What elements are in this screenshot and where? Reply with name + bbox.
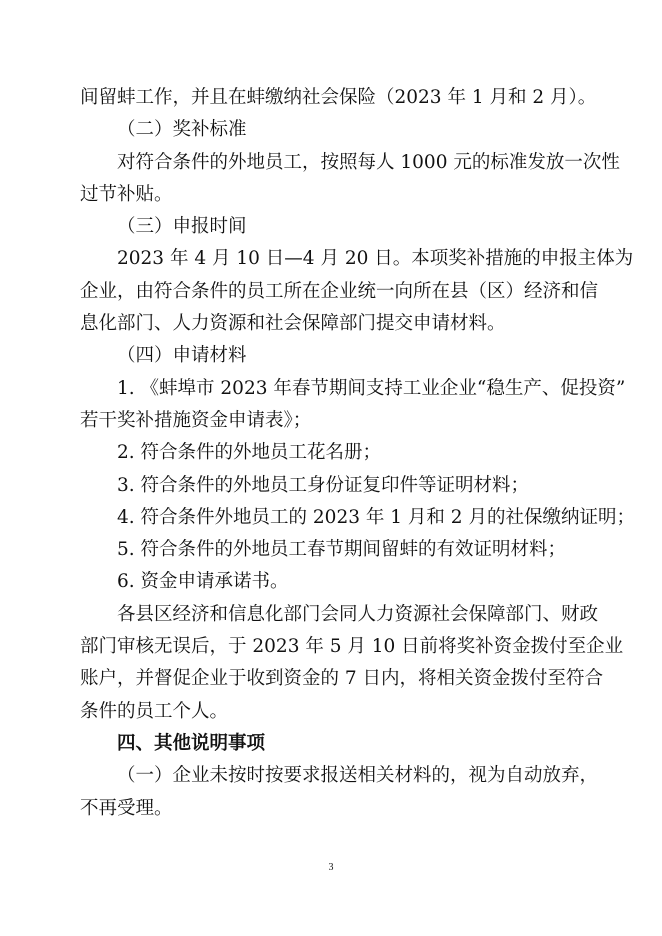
body-line: 息化部门、人力资源和社会保障部门提交申请材料。 (80, 313, 506, 335)
list-item-1-cont: 若干奖补措施资金申请表》； (80, 409, 312, 431)
body-line: 各县区经济和信息化部门会同人力资源社会保障部门、财政 (117, 603, 599, 625)
subheading-reward-standard: （二）奖补标准 (117, 119, 247, 141)
body-line: 2023 年 4 月 10 日—4 月 20 日。本项奖补措施的申报主体为 (117, 248, 634, 270)
body-line: （一）企业未按时按要求报送相关材料的，视为自动放弃， (117, 765, 599, 787)
section-heading-other-notes: 四、其他说明事项 (117, 732, 266, 754)
body-line: 企业，由符合条件的员工所在企业统一向所在县（区）经济和信 (80, 280, 599, 302)
body-line: 过节补贴。 (80, 183, 173, 205)
list-item-2: 2. 符合条件的外地员工花名册； (117, 442, 382, 464)
subheading-application-materials: （四）申请材料 (117, 345, 247, 367)
body-line: 账户，并督促企业于收到资金的 7 日内，将相关资金拨付至符合 (80, 668, 604, 690)
body-line-continuation: 间留蚌工作，并且在蚌缴纳社会保险（2023 年 1 月和 2 月）。 (80, 87, 597, 108)
body-line: 条件的员工个人。 (80, 700, 229, 722)
subheading-application-time: （三）申报时间 (117, 216, 247, 238)
page-number: 3 (328, 862, 334, 873)
body-line: 部门审核无误后，于 2023 年 5 月 10 日前将奖补资金拨付至企业 (80, 636, 624, 658)
list-item-1: 1. 《蚌埠市 2023 年春节期间支持工业企业“稳生产、促投资” (117, 377, 626, 399)
list-item-6: 6. 资金申请承诺书。 (117, 571, 289, 593)
list-item-3: 3. 符合条件的外地员工身份证复印件等证明材料； (117, 474, 530, 496)
body-line: 对符合条件的外地员工，按照每人 1000 元的标准发放一次性 (117, 151, 620, 173)
body-line: 不再受理。 (80, 797, 173, 819)
list-item-5: 5. 符合条件的外地员工春节期间留蚌的有效证明材料； (117, 539, 567, 561)
document-page (80, 82, 635, 825)
list-item-4: 4. 符合条件外地员工的 2023 年 1 月和 2 月的社保缴纳证明； (117, 506, 635, 528)
